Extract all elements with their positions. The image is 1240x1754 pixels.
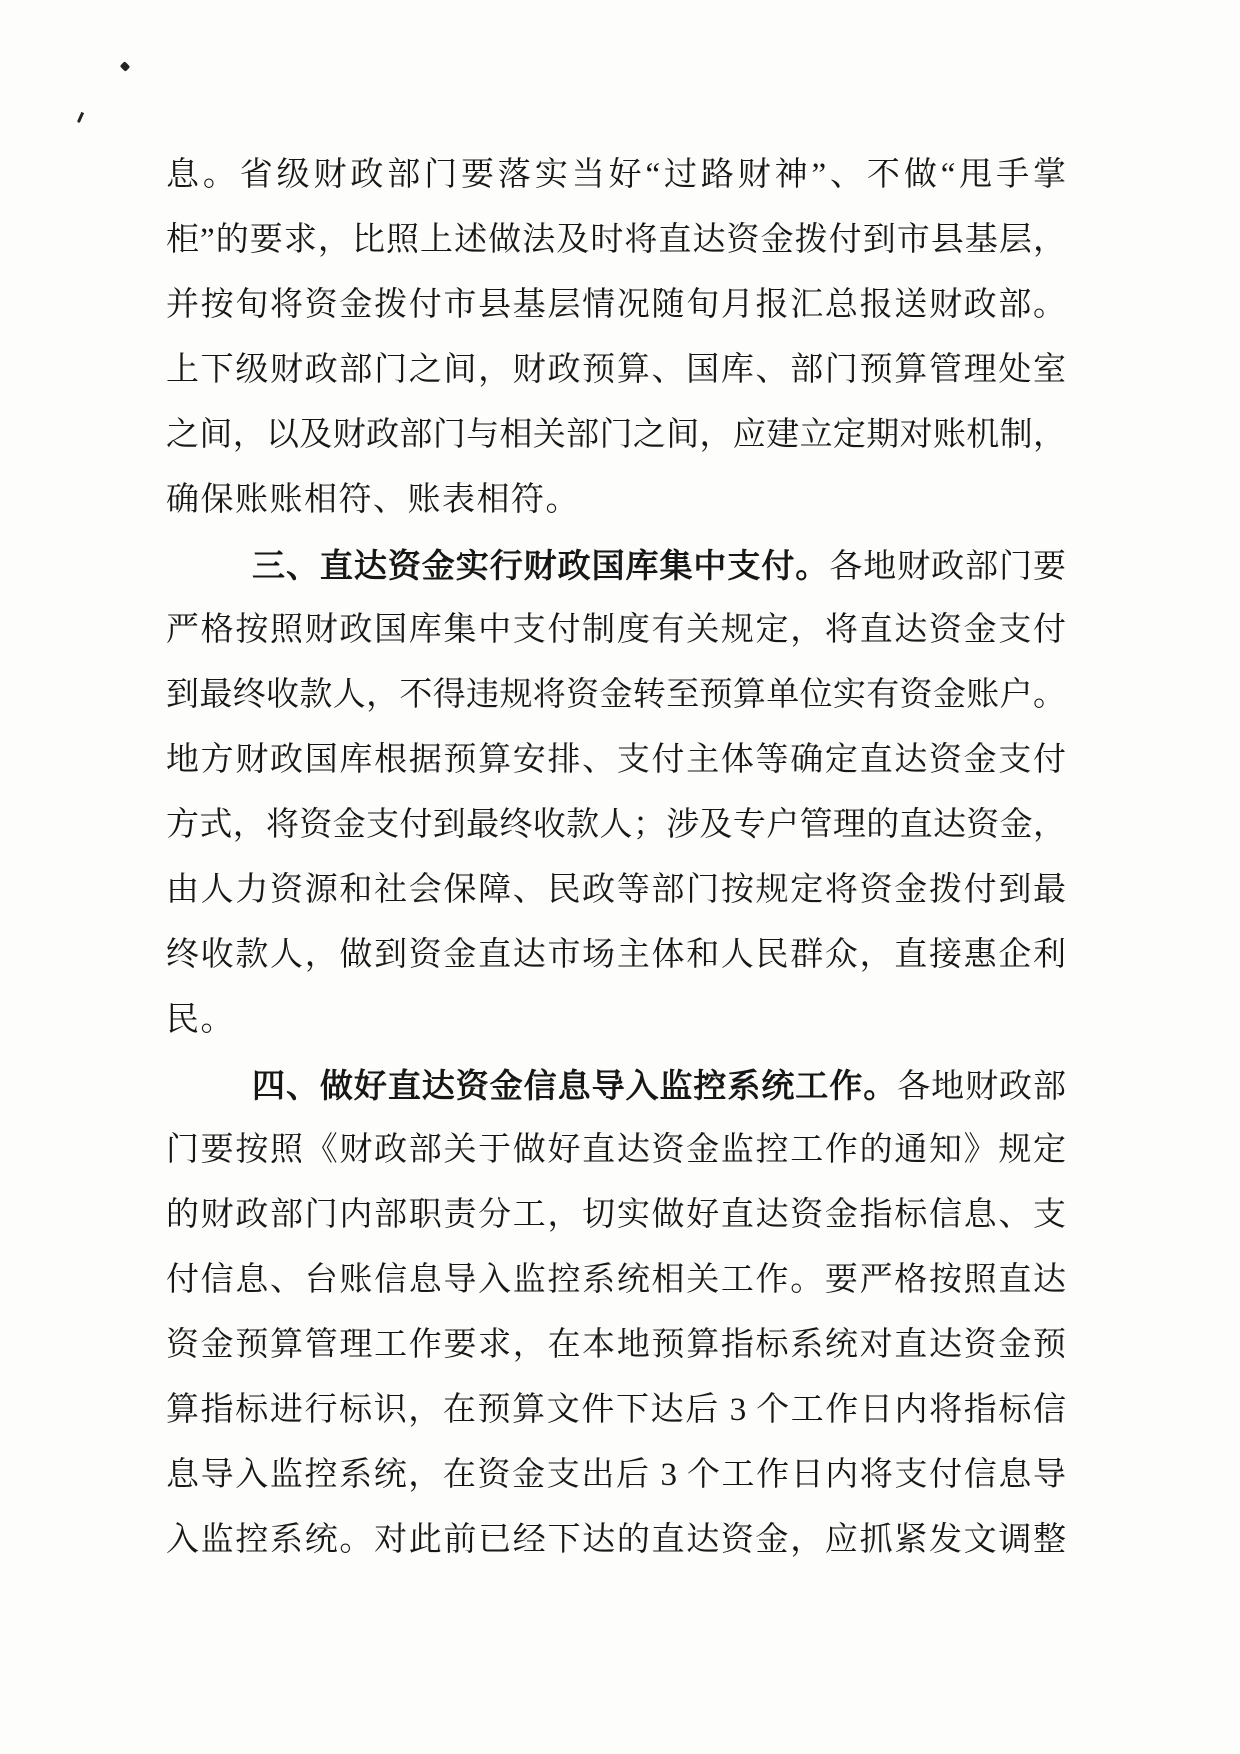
body-text: 到最终收款人，不得违规将资金转至预算单位实有资金账户。 (166, 677, 1066, 713)
text-line (166, 598, 1066, 663)
body-text: 确保账账相符、账表相符。 (166, 482, 580, 518)
body-text: 终收款人，做到资金直达市场主体和人民群众，直接惠企利 (166, 937, 1066, 973)
text-line (166, 468, 1066, 533)
text-line (166, 1118, 1066, 1183)
text-line (166, 1183, 1066, 1248)
body-text: 息。省级财政部门要落实当好“过路财神”、不做“甩手掌 (166, 157, 1066, 193)
body-text: 入监控系统。对此前已经下达的直达资金，应抓紧发文调整 (166, 1522, 1066, 1558)
text-line (166, 403, 1066, 468)
body-text: 息导入监控系统，在资金支出后 3 个工作日内将支付信息导 (166, 1457, 1066, 1493)
text-line (166, 1313, 1066, 1378)
text-line (166, 1508, 1066, 1573)
text-line (166, 1378, 1066, 1443)
body-text: 之间，以及财政部门与相关部门之间，应建立定期对账机制， (166, 417, 1066, 453)
body-text: 严格按照财政国库集中支付制度有关规定，将直达资金支付 (166, 612, 1066, 648)
body-text: 各地财政部门要 (829, 549, 1067, 585)
text-line (166, 208, 1066, 273)
section-heading-text: 四、做好直达资金信息导入监控系统工作。 (252, 1067, 898, 1104)
body-text: 的财政部门内部职责分工，切实做好直达资金指标信息、支 (166, 1197, 1066, 1233)
body-text: 民。 (166, 1002, 235, 1038)
body-text: 门要按照《财政部关于做好直达资金监控工作的通知》规定 (166, 1132, 1066, 1168)
text-line (166, 858, 1066, 923)
section-heading-text: 三、直达资金实行财政国库集中支付。 (252, 547, 830, 584)
body-text: 付信息、台账信息导入监控系统相关工作。要严格按照直达 (166, 1262, 1066, 1298)
text-line (166, 663, 1066, 728)
text-line (166, 273, 1066, 338)
text-block (166, 143, 1066, 1573)
body-text: 上下级财政部门之间，财政预算、国库、部门预算管理处室 (166, 352, 1066, 388)
text-line (166, 1248, 1066, 1313)
body-text: 算指标进行标识，在预算文件下达后 3 个工作日内将指标信 (166, 1392, 1066, 1428)
text-line (166, 338, 1066, 403)
body-text: 由人力资源和社会保障、民政等部门按规定将资金拨付到最 (166, 872, 1066, 908)
text-line (166, 533, 1066, 598)
text-line (166, 143, 1066, 208)
text-line (166, 1053, 1066, 1118)
body-text: 资金预算管理工作要求，在本地预算指标系统对直达资金预 (166, 1327, 1066, 1363)
body-text: 柜”的要求，比照上述做法及时将直达资金拨付到市县基层， (166, 222, 1066, 258)
body-text: 并按旬将资金拨付市县基层情况随旬月报汇总报送财政部。 (166, 287, 1066, 323)
ink-speck-tick (77, 112, 84, 123)
body-text: 地方财政国库根据预算安排、支付主体等确定直达资金支付 (166, 742, 1066, 778)
ink-speck-dot (120, 61, 131, 72)
body-text: 方式，将资金支付到最终收款人；涉及专户管理的直达资金， (166, 807, 1066, 843)
text-line (166, 923, 1066, 988)
text-line (166, 1443, 1066, 1508)
text-line (166, 988, 1066, 1053)
text-line (166, 793, 1066, 858)
text-line (166, 728, 1066, 793)
body-text: 各地财政部 (897, 1069, 1067, 1105)
